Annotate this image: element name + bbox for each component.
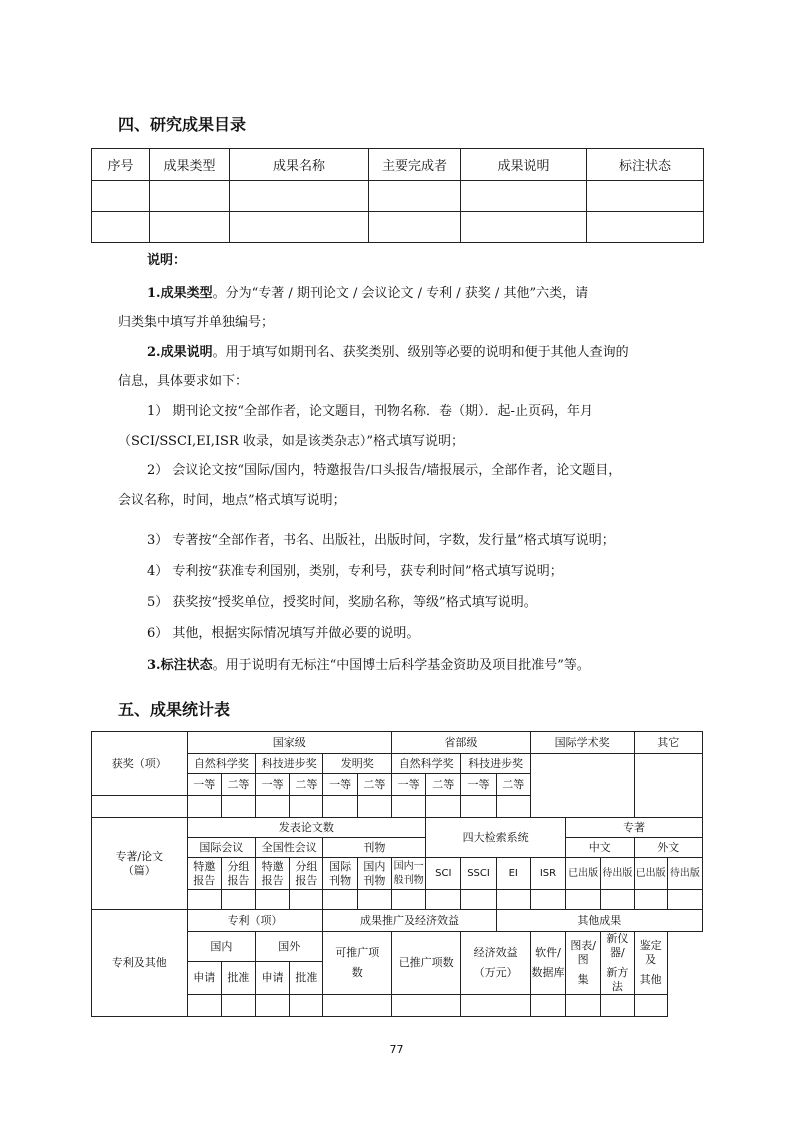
patent-items: 专利（项）: [187, 910, 323, 932]
domestic-journal-l1: 国内: [363, 859, 386, 873]
cell[interactable]: [391, 995, 460, 1017]
national-natural-science: 自然科学奖: [187, 754, 255, 774]
promotable-count: [323, 932, 392, 995]
group-report: [290, 858, 323, 890]
invited-report-l2: 报告: [261, 873, 284, 887]
index-sci: SCI: [426, 858, 461, 890]
appraisal-l2: 其他: [639, 973, 662, 986]
table-row: [92, 212, 704, 243]
grade-second: 二等: [426, 774, 461, 796]
patent-foreign: 国外: [256, 932, 323, 962]
section5-title: 五、成果统计表: [118, 700, 231, 719]
provincial-tech-progress: 科技进步奖: [461, 754, 530, 774]
index-isr: ISR: [530, 858, 565, 890]
cell[interactable]: [357, 796, 391, 818]
cell[interactable]: [230, 181, 369, 212]
group-report-l2: 报告: [295, 873, 318, 887]
international-award-input[interactable]: [530, 754, 634, 818]
papers-row-label-2: （篇）: [122, 863, 156, 877]
four-index-systems: 四大检索系统: [426, 818, 566, 858]
header-index: 序号: [92, 149, 150, 181]
invited-report-l1: 特邀: [261, 859, 284, 873]
patent-domestic: 国内: [187, 932, 255, 962]
journal: 刊物: [323, 838, 426, 858]
cell[interactable]: [92, 181, 150, 212]
to-publish-cn: 待出版: [601, 858, 634, 890]
cell[interactable]: [221, 796, 255, 818]
cell[interactable]: [256, 890, 290, 910]
cell[interactable]: [667, 890, 702, 910]
provincial-natural-science: 自然科学奖: [391, 754, 460, 774]
cell[interactable]: [187, 890, 221, 910]
note-2-cont: 信息，具体要求如下：: [118, 374, 249, 389]
cell[interactable]: [496, 796, 530, 818]
cell[interactable]: [426, 796, 461, 818]
cell[interactable]: [323, 796, 357, 818]
cell[interactable]: [92, 212, 150, 243]
instruments-l1: 新仪器/: [606, 932, 629, 959]
awards-provincial: 省部级: [391, 732, 530, 754]
charts-l2: 集: [577, 973, 589, 986]
note-2: [147, 343, 629, 363]
instruments-l2: 新方法: [606, 966, 629, 993]
econ-l1: 经济效益: [473, 946, 518, 959]
awards-national: 国家级: [187, 732, 391, 754]
index-ei: EI: [496, 858, 530, 890]
domestic-journal: [357, 858, 391, 890]
invited-report: [256, 858, 290, 890]
awards-input-row: [92, 796, 188, 818]
cell[interactable]: [221, 890, 255, 910]
cell[interactable]: [461, 890, 496, 910]
cell[interactable]: [290, 890, 323, 910]
published-cn: 已出版: [566, 858, 601, 890]
cell[interactable]: [357, 890, 391, 910]
intl-journal: [323, 858, 357, 890]
cell[interactable]: [391, 890, 425, 910]
monograph-foreign: 外文: [634, 838, 702, 858]
patent-apply: 申请: [187, 962, 221, 995]
grade-first: 一等: [187, 774, 221, 796]
item-5: 5） 获奖按“授奖单位，授奖时间，奖励名称，等级”格式填写说明。: [147, 595, 537, 610]
grade-first: 一等: [323, 774, 357, 796]
appraisal-other: [634, 932, 667, 995]
promotion-benefits: 成果推广及经济效益: [323, 910, 496, 932]
intl-journal-l2: 刊物: [329, 873, 352, 887]
invited-report: [187, 858, 221, 890]
cell[interactable]: [634, 890, 667, 910]
cell[interactable]: [256, 796, 290, 818]
appraisal-l1: 鉴定及: [639, 939, 662, 966]
software-l1: 软件/: [535, 946, 561, 959]
patent-approved: 批准: [290, 962, 323, 995]
papers-row-label-1: 专著/论文: [115, 849, 164, 863]
cell[interactable]: [323, 890, 357, 910]
group-report: [221, 858, 255, 890]
cell[interactable]: [369, 181, 461, 212]
cell[interactable]: [634, 995, 667, 1017]
grade-first: 一等: [256, 774, 290, 796]
table-row: [92, 181, 704, 212]
grade-second: 二等: [221, 774, 255, 796]
cell[interactable]: [391, 796, 425, 818]
cell[interactable]: [461, 212, 587, 243]
grade-first: 一等: [391, 774, 425, 796]
group-report-l2: 报告: [227, 873, 250, 887]
cell[interactable]: [150, 212, 230, 243]
awards-other: 其它: [634, 732, 702, 754]
research-results-table: [91, 148, 704, 243]
intl-journal-l1: 国际: [329, 859, 352, 873]
cell[interactable]: [601, 995, 634, 1017]
cell[interactable]: [187, 796, 221, 818]
charts-l1: 图表/图: [570, 939, 597, 966]
economic-benefit: [461, 932, 530, 995]
published-foreign: 已出版: [634, 858, 667, 890]
promoted-count: 已推广项数: [391, 932, 460, 995]
domestic-general-journal: [391, 858, 425, 890]
item-1b: （SCI/SSCI,EI,ISR 收录，如是该类杂志）”格式填写说明；: [118, 434, 465, 449]
item-4: 4） 专利按“获准专利国别，类别，专利号，获专利时间”格式填写说明；: [147, 564, 563, 579]
patent-apply: 申请: [256, 962, 290, 995]
cell[interactable]: [587, 212, 704, 243]
other-award-input[interactable]: [634, 754, 702, 818]
cell[interactable]: [461, 796, 496, 818]
cell[interactable]: [601, 890, 634, 910]
charts-atlas: [566, 932, 601, 995]
monograph: 专著: [566, 818, 703, 838]
cell[interactable]: [187, 995, 221, 1017]
item-2a: 2） 会议论文按“国际/国内，特邀报告/口头报告/墙报展示，全部作者，论文题目，: [147, 463, 622, 478]
domestic-general-l1: 国内一: [393, 860, 424, 872]
invited-report-l2: 报告: [193, 873, 216, 887]
grade-second: 二等: [357, 774, 391, 796]
papers-published: 发表论文数: [187, 818, 426, 838]
awards-international: 国际学术奖: [530, 732, 634, 754]
national-tech-progress: 科技进步奖: [256, 754, 323, 774]
papers-row-label: [92, 818, 188, 910]
notes-title: 说明：: [147, 253, 187, 268]
domestic-general-l2: 般刊物: [393, 874, 424, 886]
note-1-label: 1.成果类型: [147, 286, 213, 301]
note-1-cont: 归类集中填写并单独编号；: [118, 315, 275, 330]
cell[interactable]: [587, 181, 704, 212]
grade-second: 二等: [496, 774, 530, 796]
cell[interactable]: [369, 212, 461, 243]
cell[interactable]: [530, 890, 565, 910]
cell[interactable]: [230, 212, 369, 243]
cell[interactable]: [496, 890, 530, 910]
natl-conference: 全国性会议: [256, 838, 323, 858]
econ-l2: （万元）: [473, 966, 518, 979]
page-number: 77: [389, 1043, 404, 1056]
promotable-l2: 数: [351, 966, 363, 979]
domestic-journal-l2: 刊物: [363, 873, 386, 887]
cell[interactable]: [323, 995, 392, 1017]
cell[interactable]: [566, 890, 601, 910]
awards-row-label: 获奖（项）: [92, 732, 188, 796]
grade-second: 二等: [290, 774, 323, 796]
cell[interactable]: [221, 995, 255, 1017]
index-ssci: SSCI: [461, 858, 496, 890]
note-3: [147, 656, 590, 676]
software-db: [530, 932, 565, 995]
section4-title: 四、研究成果目录: [118, 115, 247, 134]
patents-row-label: 专利及其他: [92, 910, 188, 1017]
cell[interactable]: [150, 181, 230, 212]
item-1a: 1） 期刊论文按“全部作者，论文题目，刊物名称．卷（期）．起-止页码，年月: [147, 404, 593, 419]
intl-conference: 国际会议: [187, 838, 255, 858]
national-invention: 发明奖: [323, 754, 392, 774]
item-3: 3） 专著按“全部作者，书名、出版社，出版时间，字数，发行量”格式填写说明；: [147, 533, 615, 548]
cell[interactable]: [256, 995, 290, 1017]
patent-approved: 批准: [221, 962, 255, 995]
header-name: 成果名称: [230, 149, 369, 181]
header-authors: 主要完成者: [369, 149, 461, 181]
cell[interactable]: [426, 890, 461, 910]
group-report-l1: 分组: [227, 859, 250, 873]
header-status: 标注状态: [587, 149, 704, 181]
header-type: 成果类型: [150, 149, 230, 181]
to-publish-foreign: 待出版: [667, 858, 702, 890]
note-1-text: 。分为“专著 / 期刊论文 / 会议论文 / 专利 / 获奖 / 其他”六类，请: [212, 286, 589, 301]
cell[interactable]: [530, 995, 565, 1017]
item-6: 6） 其他，根据实际情况填写并做必要的说明。: [147, 626, 420, 641]
note-3-text: 。用于说明有无标注“中国博士后科学基金资助及项目批准号”等。: [212, 658, 590, 673]
cell[interactable]: [566, 995, 601, 1017]
grade-first: 一等: [461, 774, 496, 796]
cell[interactable]: [461, 181, 587, 212]
stats-table: [91, 731, 703, 1017]
cell[interactable]: [290, 995, 323, 1017]
other-results: 其他成果: [496, 910, 702, 932]
item-2b: 会议名称，时间，地点”格式填写说明；: [118, 493, 346, 508]
monograph-chinese: 中文: [566, 838, 634, 858]
note-2-label: 2.成果说明: [147, 345, 213, 360]
note-3-label: 3.标注状态: [147, 658, 213, 673]
new-instruments: [601, 932, 634, 995]
note-2-text: 。用于填写如期刊名、获奖类别、级别等必要的说明和便于其他人查询的: [212, 345, 629, 360]
promotable-l1: 可推广项: [335, 946, 380, 959]
cell[interactable]: [290, 796, 323, 818]
note-1: [147, 284, 588, 304]
header-description: 成果说明: [461, 149, 587, 181]
software-l2: 数据库: [531, 966, 565, 979]
group-report-l1: 分组: [295, 859, 318, 873]
cell[interactable]: [461, 995, 530, 1017]
invited-report-l1: 特邀: [193, 859, 216, 873]
